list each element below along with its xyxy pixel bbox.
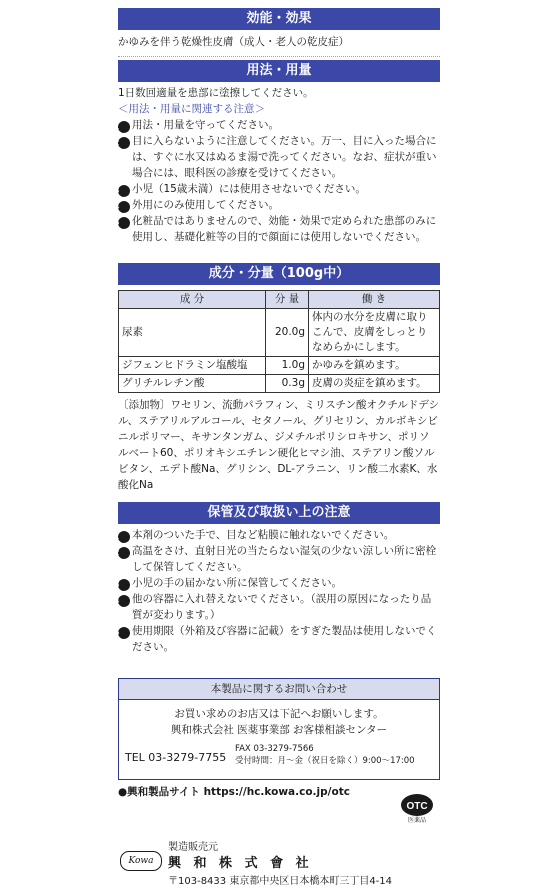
- inquiry-header: 本製品に関するお問い合わせ: [119, 679, 439, 700]
- storage-note: [114, 527, 440, 543]
- usage-note: [114, 117, 440, 133]
- otc-badge: [400, 793, 434, 823]
- usage-note: [114, 133, 440, 181]
- number-badge: 4: [118, 201, 130, 213]
- otc-label: OTC: [406, 801, 428, 812]
- ingredients-section: [118, 290, 440, 493]
- website-link[interactable]: ●興和製品サイト https://hc.kowa.co.jp/otc: [118, 786, 350, 798]
- inquiry-line1: お買い求めのお店又は下記へお願いします。: [174, 708, 384, 720]
- inquiry-tel: TEL 03-3279-7755: [125, 751, 227, 764]
- number-badge: 2: [118, 137, 130, 149]
- inquiry-fax: FAX 03-3279-7566: [235, 744, 314, 754]
- ingredient-name: 尿素: [119, 309, 266, 357]
- usage-note-text: 外用にのみ使用してください。: [132, 199, 279, 211]
- inquiry-line2: 興和株式会社 医薬事業部 お客様相談センター: [170, 724, 388, 736]
- kowa-logo: Kowa: [120, 851, 162, 871]
- storage-note: [114, 623, 440, 655]
- storage-note-text: 小児の手の届かない所に保管してください。: [132, 577, 342, 589]
- storage-note-text: 高温をさけ、直射日光の当たらない湿気の少ない涼しい所に密栓して保管してください。: [132, 545, 437, 573]
- storage-note-text: 本剤のついた手で、目など粘膜に触れないでください。: [132, 529, 395, 541]
- storage-header: 保管及び取扱い上の注意: [118, 502, 440, 524]
- ingredients-table: [118, 290, 440, 393]
- usage-note: [114, 181, 440, 197]
- additives-text: 〔添加物〕ワセリン、流動パラフィン、ミリスチン酸オクチルドデシル、ステアリルアルコール、セタノール、グリセリン、カルボキシビニルポリマー、キサンタンガム、ジメチルポリシロキサン、ポリソルベート60、ポリオキシエチレン硬化ヒマシ油、ステアリン酸ソルビタン、エデト酸Na、グリシン、DL-アラニン、リン酸二水素K、水酸化Na: [118, 399, 440, 491]
- storage-note: [114, 575, 440, 591]
- table-row: [119, 309, 440, 357]
- ingredient-amount: 20.0g: [266, 309, 309, 357]
- number-badge: 5: [118, 217, 130, 229]
- storage-note: [114, 543, 440, 575]
- usage-note-text: 目に入らないように注意してください。万一、目に入った場合には、すぐに水又はぬるま湯で洗ってください。なお、症状が重い場合には、眼科医の診療を受けてください。: [132, 135, 437, 179]
- column-header: 働 き: [309, 291, 440, 309]
- ingredient-amount: 0.3g: [266, 375, 309, 393]
- usage-note-text: 小児（15歳未満）には使用させないでください。: [132, 183, 366, 195]
- inquiry-box: [118, 678, 440, 780]
- ingredient-effect: かゆみを鎮めます。: [309, 357, 440, 375]
- inquiry-hours: 受付時間：月～金（祝日を除く）9:00～17:00: [235, 756, 415, 766]
- table-row: [119, 357, 440, 375]
- maker-role: 製造販売元: [168, 842, 218, 853]
- number-badge: 2: [118, 547, 130, 559]
- efficacy-header: 効能・効果: [118, 8, 440, 30]
- otc-mark-icon: [400, 793, 434, 823]
- usage-text: 1日数回適量を患部に塗擦してください。: [118, 87, 314, 99]
- table-row: [119, 375, 440, 393]
- otc-sub-label: 医薬品: [407, 817, 427, 823]
- usage-note-text: 用法・用量を守ってください。: [132, 119, 279, 131]
- usage-note-text: 化粧品ではありませんので、効能・効果で定められた患部のみに使用し、基礎化粧等の目的で顔面には使用しないでください。: [132, 215, 437, 243]
- usage-header: 用法・用量: [118, 60, 440, 82]
- inquiry-fax-hours: [235, 743, 415, 767]
- column-header: 成 分: [119, 291, 266, 309]
- ingredients-header: 成分・分量（100g中）: [118, 263, 440, 285]
- ingredient-amount: 1.0g: [266, 357, 309, 375]
- maker-address: 〒103-8433 東京都中央区日本橋本町三丁目4-14: [168, 876, 393, 887]
- number-badge: 3: [118, 185, 130, 197]
- ingredient-effect: 体内の水分を皮膚に取りこんで、皮膚をしっとりなめらかにします。: [309, 309, 440, 357]
- storage-note-text: 他の容器に入れ替えないでください。（誤用の原因になったり品質が変わります。）: [132, 593, 432, 621]
- table-header-row: [119, 291, 440, 309]
- number-badge: 4: [118, 595, 130, 607]
- column-header: 分 量: [266, 291, 309, 309]
- ingredient-name: ジフェンヒドラミン塩酸塩: [119, 357, 266, 375]
- usage-related-heading: ＜用法・用量に関連する注意＞: [118, 103, 265, 115]
- number-badge: 3: [118, 579, 130, 591]
- number-badge: 1: [118, 121, 130, 133]
- ingredient-name: グリチルレチン酸: [119, 375, 266, 393]
- maker-company: 興 和 株 式 會 社: [168, 856, 313, 871]
- usage-section: [114, 85, 440, 245]
- storage-section: [114, 527, 440, 655]
- storage-note: [114, 591, 440, 623]
- storage-note-text: 使用期限（外箱及び容器に記載）をすぎた製品は使用しないでください。: [132, 625, 437, 653]
- number-badge: 1: [118, 531, 130, 543]
- usage-note: [114, 213, 440, 245]
- ingredient-effect: 皮膚の炎症を鎮めます。: [309, 375, 440, 393]
- usage-note: [114, 197, 440, 213]
- number-badge: 5: [118, 627, 130, 639]
- efficacy-text: かゆみを伴う乾燥性皮膚（成人・老人の乾皮症）: [118, 34, 440, 57]
